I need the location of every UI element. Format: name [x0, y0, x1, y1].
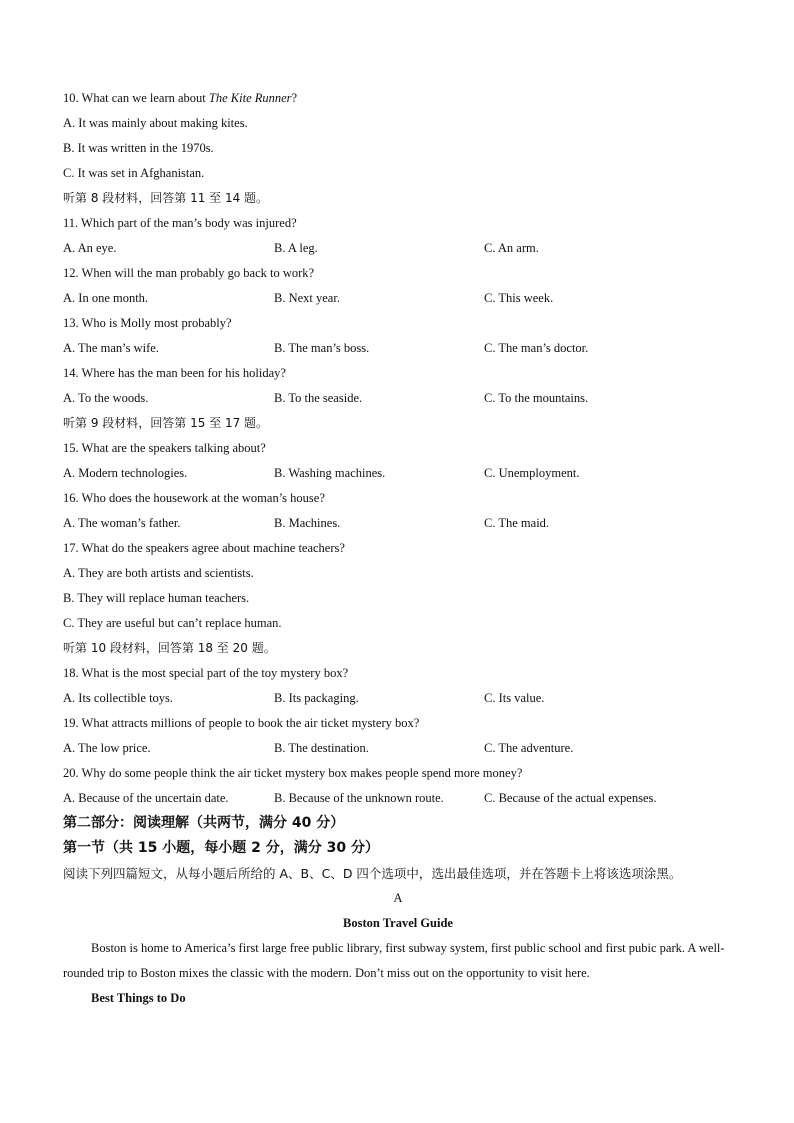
option-a: A. Because of the uncertain date. [63, 791, 229, 805]
section-header-10: 听第 10 段材料，回答第 18 至 20 题。 [63, 641, 276, 655]
option-b: B. To the seaside. [274, 391, 363, 405]
question-12-options [63, 286, 733, 311]
passage-paragraph: Boston is home to America’s first large free public library, first subway system, first public school and first pubic park. A well-rounded trip to Boston mixes the classic with the modern. Don’t miss out on the opportunity to visit here. [63, 941, 725, 980]
option-c: C. Because of the actual expenses. [484, 791, 657, 805]
option-a: A. Modern technologies. [63, 466, 188, 480]
question-19-stem: 19. What attracts millions of people to book the air ticket mystery box? [63, 716, 420, 730]
option-c: C. This week. [484, 291, 554, 305]
option-a: A. To the woods. [63, 391, 149, 405]
question-19-options [63, 736, 733, 761]
option-c: C. The maid. [484, 516, 550, 530]
question-15-stem: 15. What are the speakers talking about? [63, 441, 266, 455]
section-one-heading: 第一节（共 15 小题，每小题 2 分，满分 30 分） [63, 840, 379, 856]
question-11-options [63, 236, 733, 261]
option-b: B. Next year. [274, 291, 340, 305]
question-20-stem: 20. Why do some people think the air ticket mystery box makes people spend more money? [63, 766, 523, 780]
question-14-stem: 14. Where has the man been for his holiday? [63, 366, 286, 380]
section-header-9: 听第 9 段材料，回答第 15 至 17 题。 [63, 416, 269, 430]
question-17-stem: 17. What do the speakers agree about machine teachers? [63, 541, 345, 555]
option-text: B. It was written in the 1970s. [63, 141, 214, 155]
question-13-options [63, 336, 733, 361]
option-c: C. To the mountains. [484, 391, 589, 405]
question-18-stem: 18. What is the most special part of the toy mystery box? [63, 666, 349, 680]
option-b: B. The man’s boss. [274, 341, 370, 355]
question-10-stem: 10. What can we learn about The Kite Runner? [63, 91, 298, 105]
option-a: A. The low price. [63, 741, 151, 755]
option-b: B. Machines. [274, 516, 341, 530]
question-15-options [63, 461, 733, 486]
option-b: B. The destination. [274, 741, 369, 755]
document-page [63, 86, 733, 1011]
option-c: C. An arm. [484, 241, 539, 255]
option-text: B. They will replace human teachers. [63, 591, 250, 605]
option-b: B. A leg. [274, 241, 318, 255]
question-16-stem: 16. Who does the housework at the woman’s house? [63, 491, 325, 505]
option-b: B. Because of the unknown route. [274, 791, 444, 805]
option-text: C. It was set in Afghanistan. [63, 166, 205, 180]
option-a: A. Its collectible toys. [63, 691, 174, 705]
question-20-options [63, 786, 733, 811]
passage-subheading: Best Things to Do [91, 991, 186, 1005]
option-a: A. The man’s wife. [63, 341, 159, 355]
question-14-options [63, 386, 733, 411]
question-18-options [63, 686, 733, 711]
question-13-stem: 13. Who is Molly most probably? [63, 316, 232, 330]
reading-instruction: 阅读下列四篇短文，从每小题后所给的 A、B、C、D 四个选项中，选出最佳选项，并在答题卡上将该选项涂黑。 [63, 866, 682, 881]
section-header-8: 听第 8 段材料，回答第 11 至 14 题。 [63, 191, 269, 205]
option-a: A. An eye. [63, 241, 117, 255]
option-c: C. Its value. [484, 691, 545, 705]
option-a: A. In one month. [63, 291, 149, 305]
option-b: B. Washing machines. [274, 466, 386, 480]
passage-title: Boston Travel Guide [343, 916, 453, 930]
question-16-options [63, 511, 733, 536]
question-11-stem: 11. Which part of the man’s body was injured? [63, 216, 297, 230]
option-c: C. The adventure. [484, 741, 574, 755]
option-c: C. The man’s doctor. [484, 341, 589, 355]
option-a: A. The woman’s father. [63, 516, 181, 530]
part-two-heading: 第二部分：阅读理解（共两节，满分 40 分） [63, 815, 345, 831]
option-b: B. Its packaging. [274, 691, 359, 705]
option-text: C. They are useful but can’t replace human. [63, 616, 282, 630]
option-text: A. They are both artists and scientists. [63, 566, 254, 580]
passage-letter: A [393, 891, 403, 905]
question-12-stem: 12. When will the man probably go back to work? [63, 266, 315, 280]
option-text: A. It was mainly about making kites. [63, 116, 248, 130]
option-c: C. Unemployment. [484, 466, 580, 480]
